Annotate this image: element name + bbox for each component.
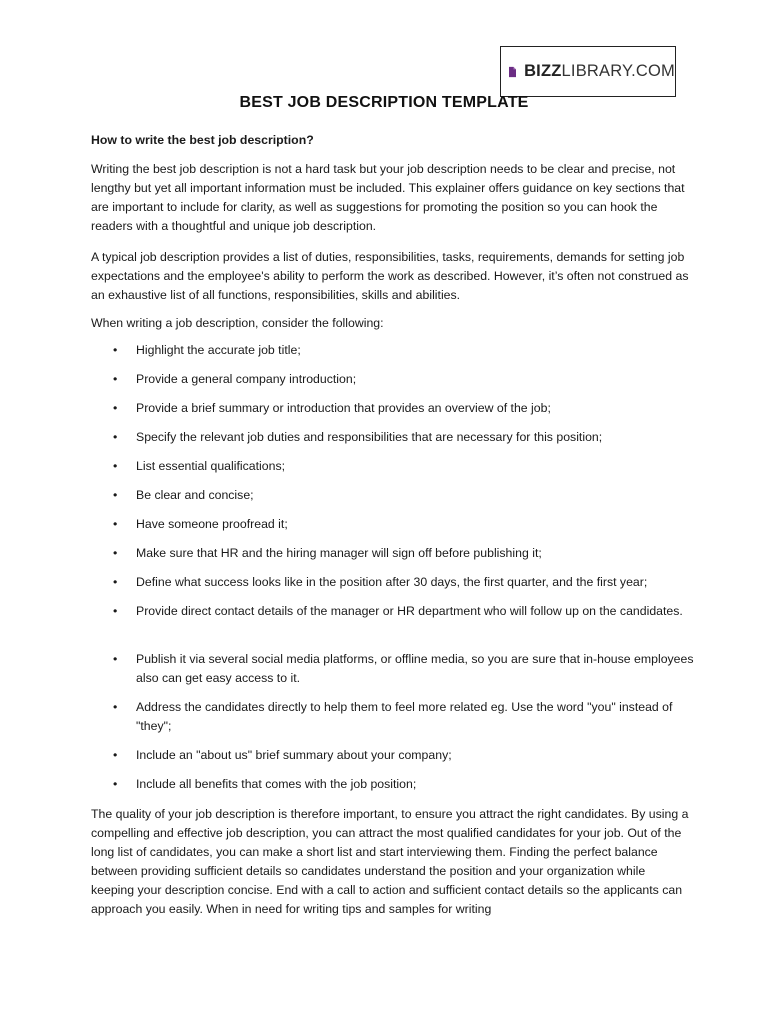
logo-text-light: LIBRARY.COM (561, 62, 675, 80)
list-item (91, 602, 696, 621)
typical-description-paragraph: A typical job description provides a list of duties, responsibilities, tasks, requirements, demands for setting job expectations and the employee's ability to perform the work as described. However, it’s often not construed as an exhaustive list of all functions, responsibilities, skills and abilities. (91, 250, 689, 302)
list-item-text: Provide a general company introduction; (136, 372, 357, 386)
list-item (91, 428, 696, 447)
list-item-text: Be clear and concise; (136, 488, 254, 502)
bullet-icon: • (113, 343, 118, 357)
closing-paragraph: The quality of your job description is therefore important, to ensure you attract the right candidates. By using a compelling and effective job description, you can attract the most qualified candidates for your job. Out of the long list of candidates, you can make a short list and start interviewing them. Finding the perfect balance between providing sufficient details so candidates understand the position and your organization while keeping your description concise. End with a call to action and sufficient contact details so the applicants can approach you easily. When in need for writing tips and samples for writing (91, 807, 689, 916)
list-item (91, 573, 696, 592)
bullet-icon: • (113, 546, 118, 560)
list-item (91, 698, 696, 736)
list-item-text: Provide direct contact details of the manager or HR department who will follow up on the candidates. (136, 604, 683, 618)
list-item-text: Publish it via several social media platforms, or offline media, so you are sure that in-house employees also can get easy access to it. (136, 652, 694, 685)
bullet-icon: • (113, 604, 118, 618)
list-item (91, 650, 696, 688)
bullet-icon: • (113, 748, 118, 762)
bullet-icon: • (113, 517, 118, 531)
list-item (91, 457, 696, 476)
list-item (91, 341, 696, 360)
bullet-icon: • (113, 401, 118, 415)
bullet-icon: • (113, 700, 118, 714)
list-item-text: Include all benefits that comes with the job position; (136, 777, 417, 791)
logo-text (524, 62, 675, 81)
bullet-icon: • (113, 372, 118, 386)
list-item (91, 370, 696, 389)
list-item-text: Make sure that HR and the hiring manager will sign off before publishing it; (136, 546, 542, 560)
document-logo-icon (509, 56, 516, 88)
bullet-icon: • (113, 575, 118, 589)
list-item-text: Address the candidates directly to help them to feel more related eg. Use the word "you" instead of "they"; (136, 700, 673, 733)
list-item-text: Define what success looks like in the position after 30 days, the first quarter, and the first year; (136, 575, 648, 589)
list-item-text: Highlight the accurate job title; (136, 343, 301, 357)
list-item (91, 775, 696, 794)
list-item (91, 399, 696, 418)
list-item-text: List essential qualifications; (136, 459, 286, 473)
list-item (91, 515, 696, 534)
bullet-icon: • (113, 652, 118, 666)
bullet-icon: • (113, 488, 118, 502)
bullet-icon: • (113, 777, 118, 791)
list-item (91, 544, 696, 563)
list-item (91, 746, 696, 765)
list-item-text: Have someone proofread it; (136, 517, 288, 531)
consider-following-paragraph: When writing a job description, consider the following: (91, 316, 384, 330)
bullet-icon: • (113, 459, 118, 473)
bullet-icon: • (113, 430, 118, 444)
bizzlibrary-logo (500, 46, 676, 97)
list-item-text: Include an "about us" brief summary about your company; (136, 748, 452, 762)
list-item-text: Provide a brief summary or introduction that provides an overview of the job; (136, 401, 551, 415)
subheading: How to write the best job description? (91, 133, 314, 147)
logo-text-bold: BIZZ (524, 62, 562, 80)
intro-paragraph: Writing the best job description is not a hard task but your job description needs to be clear and precise, not lengthy but yet all important information must be included. This explainer offers guidance on key sections that are important to include for clarity, as well as suggestions for promoting the position so you can hook the readers with a thoughtful and unique job description. (91, 162, 685, 233)
document-title: BEST JOB DESCRIPTION TEMPLATE (239, 94, 529, 111)
list-item (91, 486, 696, 505)
list-item-text: Specify the relevant job duties and responsibilities that are necessary for this position; (136, 430, 603, 444)
